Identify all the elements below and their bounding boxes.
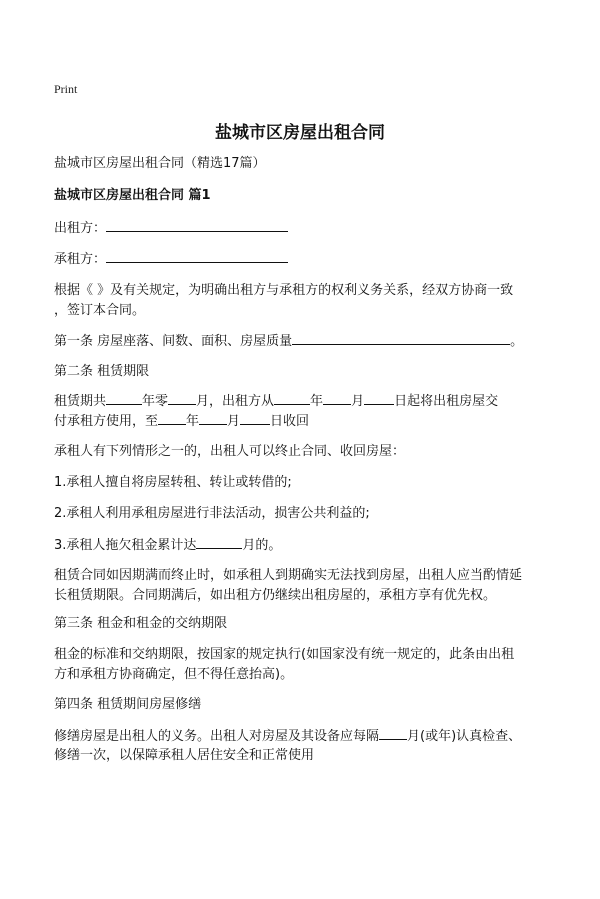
print-label: Print [54, 82, 78, 96]
term-blank [364, 391, 394, 405]
term-text: 月 [351, 394, 365, 409]
rent-line-1: 租金的标准和交纳期限，按国家的规定执行(如国家没有统一规定的，此条由出租 [54, 647, 515, 662]
list-item-3 [54, 535, 281, 556]
repair-text: 修缮房屋是出租人的义务。出租人对房屋及其设备应每隔 [54, 729, 380, 744]
item3-blank [196, 535, 242, 549]
list-item-1: 1.承租人擅自将房屋转租、转让或转借的; [54, 475, 292, 490]
term-blank [106, 391, 142, 405]
term-blank [168, 391, 196, 405]
lessee-line [54, 249, 288, 270]
lessor-blank [106, 218, 288, 232]
article1-line [54, 331, 523, 352]
term-blank [158, 411, 186, 425]
article1-end: 。 [510, 334, 524, 349]
renewal-line-1: 租赁合同如因期满而终止时，如承租人到期确实无法找到房屋，出租人应当酌情延 [54, 568, 523, 583]
renewal-line-2: 长租赁期限。合同期满后，如出租方仍继续出租房屋的，承租方享有优先权。 [54, 588, 497, 603]
repair-blank [379, 726, 407, 740]
term-blank [274, 391, 310, 405]
article3-heading: 第三条 租金和租金的交纳期限 [54, 616, 228, 631]
term-text: 年 [186, 414, 200, 429]
term-text: 租赁期共 [54, 394, 107, 409]
termination-intro: 承租人有下列情形之一的，出租人可以终止合同、收回房屋： [54, 444, 406, 459]
intro-line-2: ，签订本合同。 [54, 303, 146, 318]
lessee-blank [106, 249, 288, 263]
repair-line-1 [54, 726, 521, 747]
term-blank [240, 411, 270, 425]
repair-line-2: 修缮一次，以保障承租人居住安全和正常使用 [54, 748, 315, 763]
article2-heading: 第二条 租赁期限 [54, 364, 150, 379]
document-subtitle: 盐城市区房屋出租合同（精选17篇） [54, 156, 266, 171]
article1-text: 第一条 房屋座落、间数、面积、房屋质量 [54, 334, 293, 349]
term-line-1 [54, 391, 498, 412]
term-blank [199, 411, 227, 425]
item3-suffix: 月的。 [242, 538, 282, 553]
term-blank [323, 391, 351, 405]
item3-prefix: 3.承租人拖欠租金累计达 [54, 538, 197, 553]
term-text: 付承租方使用，至 [54, 414, 159, 429]
page-title: 盐城市区房屋出租合同 [215, 123, 385, 143]
section-heading: 盐城市区房屋出租合同 篇1 [54, 188, 211, 203]
lessor-label: 出租方： [54, 221, 107, 236]
rent-line-2: 方和承租方协商确定，但不得任意抬高)。 [54, 667, 294, 682]
intro-line-1: 根据《 》及有关规定，为明确出租方与承租方的权利义务关系，经双方协商一致 [54, 283, 514, 298]
article4-heading: 第四条 租赁期间房屋修缮 [54, 697, 202, 712]
term-text: 日起将出租房屋交 [394, 394, 499, 409]
repair-text: 月(或年)认真检查、 [407, 729, 522, 744]
term-text: 年 [310, 394, 324, 409]
term-text: 年零 [142, 394, 169, 409]
term-text: 日收回 [270, 414, 310, 429]
term-text: 月 [227, 414, 241, 429]
list-item-2: 2.承租人利用承租房屋进行非法活动，损害公共利益的; [54, 506, 370, 521]
lessor-line [54, 218, 288, 239]
term-line-2 [54, 411, 309, 432]
article1-blank [292, 331, 510, 345]
term-text: 月，出租方从 [196, 394, 275, 409]
lessee-label: 承租方： [54, 252, 107, 267]
